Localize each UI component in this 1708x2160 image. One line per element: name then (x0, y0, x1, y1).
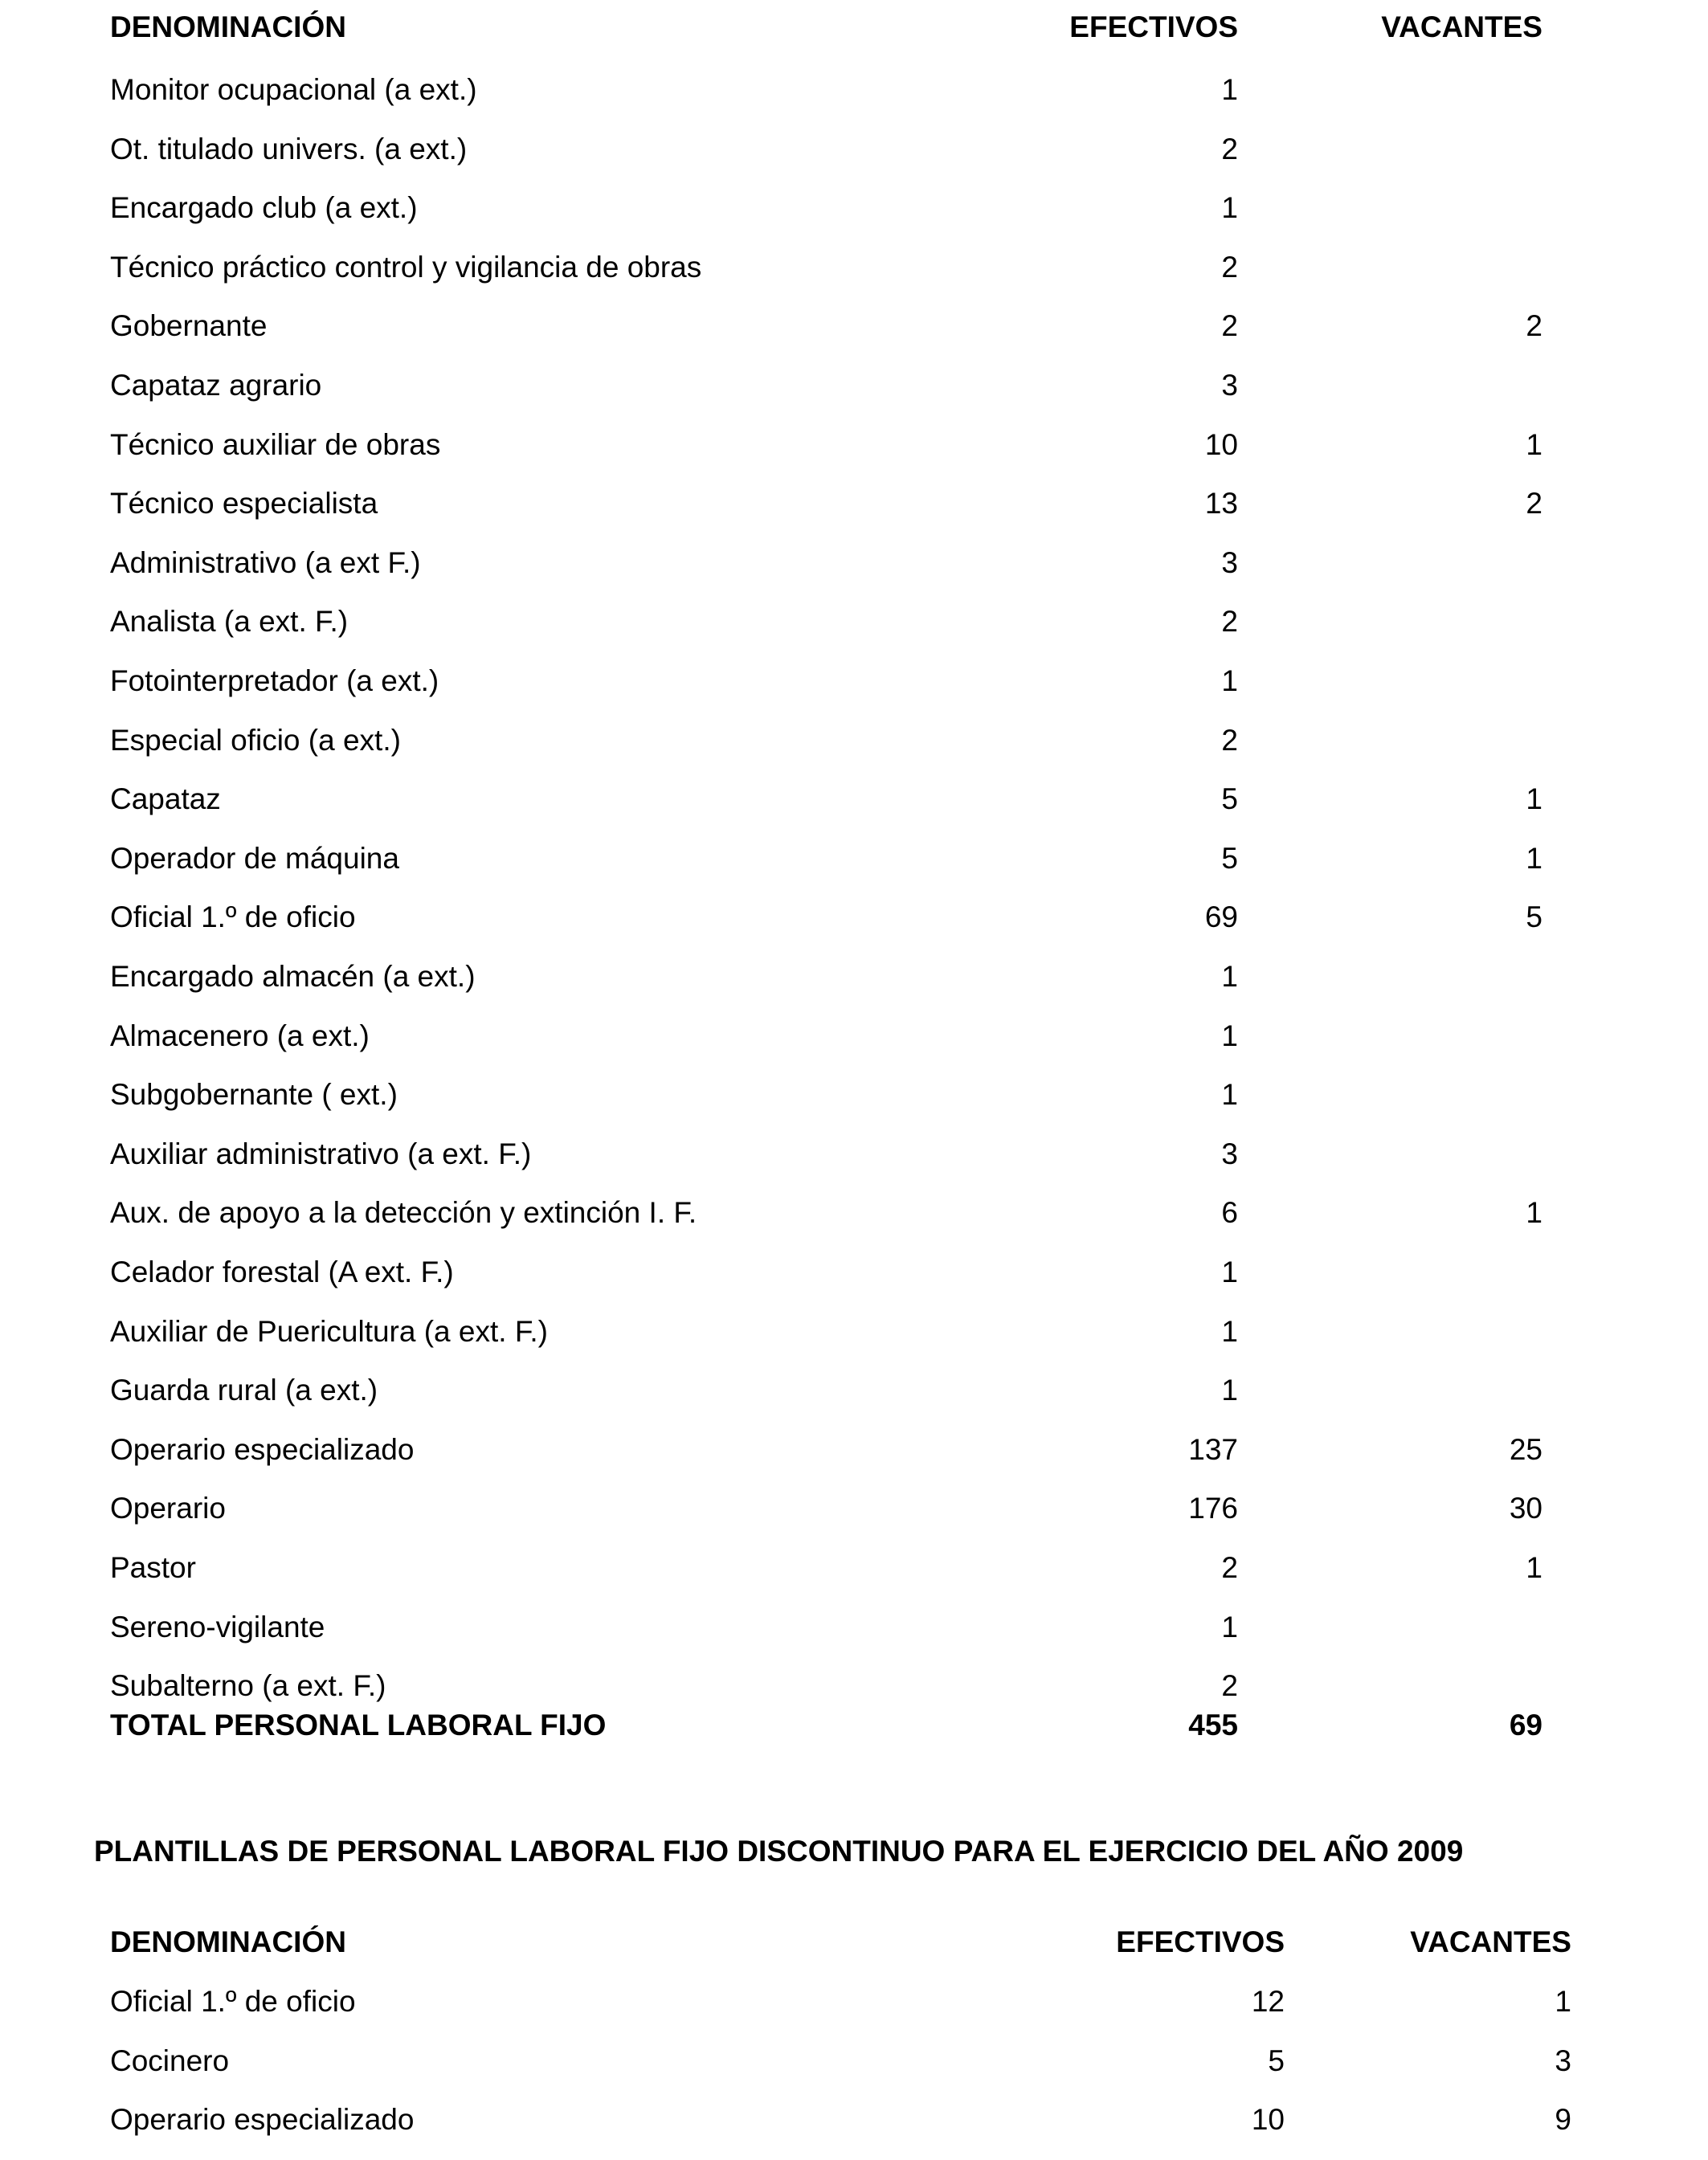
row-denominacion: Cocinero (110, 2044, 230, 2077)
row-denominacion: Auxiliar de Puericultura (a ext. F.) (110, 1314, 548, 1348)
row-denominacion: Capataz agrario (110, 369, 322, 402)
row-vacantes: 1 (1526, 782, 1543, 816)
total-label: TOTAL PERSONAL LABORAL FIJO (110, 1709, 607, 1741)
table-header (0, 3, 1708, 51)
table-row (0, 775, 1708, 823)
row-denominacion: Oficial 1.º de oficio (110, 1985, 356, 2018)
section-title: PLANTILLAS DE PERSONAL LABORAL FIJO DISCONTINUO PARA EL EJERCICIO DEL AÑO 2009 (94, 1835, 1464, 1868)
header-vacantes: VACANTES (1381, 10, 1543, 43)
table-row (0, 893, 1708, 941)
total-vacantes: 69 (1509, 1709, 1543, 1741)
row-efectivos: 10 (1251, 2103, 1285, 2136)
table-row (0, 598, 1708, 646)
row-efectivos: 2 (1221, 309, 1238, 343)
row-denominacion: Ot. titulado univers. (a ext.) (110, 132, 468, 165)
row-efectivos: 5 (1268, 2044, 1285, 2077)
table-total-row (0, 1701, 1708, 1750)
row-efectivos: 10 (1204, 427, 1238, 461)
table-row (0, 125, 1708, 174)
row-efectivos: 1 (1221, 1610, 1238, 1643)
row-efectivos: 13 (1204, 487, 1238, 521)
row-vacantes: 2 (1526, 487, 1543, 521)
table-row (0, 1426, 1708, 1474)
row-efectivos: 69 (1204, 900, 1238, 934)
row-efectivos: 3 (1221, 369, 1238, 402)
row-denominacion: Capataz (110, 782, 221, 816)
row-efectivos: 1 (1221, 1374, 1238, 1407)
row-efectivos: 137 (1188, 1432, 1238, 1466)
header-vacantes: VACANTES (1410, 1925, 1571, 1958)
row-vacantes: 1 (1526, 1196, 1543, 1230)
table-row (0, 717, 1708, 765)
total-efectivos: 455 (1188, 1709, 1238, 1741)
row-denominacion: Especial oficio (a ext.) (110, 723, 401, 757)
row-vacantes: 9 (1555, 2103, 1571, 2136)
table-row (0, 302, 1708, 350)
header-efectivos: EFECTIVOS (1116, 1925, 1285, 1958)
table-row (0, 1603, 1708, 1652)
row-efectivos: 1 (1221, 1019, 1238, 1052)
row-efectivos: 2 (1221, 723, 1238, 757)
row-efectivos: 176 (1188, 1492, 1238, 1525)
table-header (0, 1918, 1708, 1966)
row-denominacion: Monitor ocupacional (a ext.) (110, 73, 477, 106)
row-denominacion: Sereno-vigilante (110, 1610, 325, 1643)
row-denominacion: Administrativo (a ext F.) (110, 545, 421, 579)
row-efectivos: 12 (1251, 1985, 1285, 2018)
row-efectivos: 5 (1221, 782, 1238, 816)
row-efectivos: 5 (1221, 841, 1238, 875)
row-vacantes: 3 (1555, 2044, 1571, 2077)
row-efectivos: 3 (1221, 1137, 1238, 1170)
row-denominacion: Encargado almacén (a ext.) (110, 960, 476, 993)
row-efectivos: 1 (1221, 960, 1238, 993)
table-row (0, 1484, 1708, 1533)
row-denominacion: Técnico especialista (110, 487, 378, 521)
table-row (0, 66, 1708, 114)
row-denominacion: Operario especializado (110, 2103, 415, 2136)
row-denominacion: Oficial 1.º de oficio (110, 900, 356, 934)
row-denominacion: Operador de máquina (110, 841, 399, 875)
table-row (0, 243, 1708, 292)
row-efectivos: 1 (1221, 664, 1238, 697)
row-denominacion: Operario (110, 1492, 226, 1525)
row-efectivos: 1 (1221, 1078, 1238, 1112)
table-row (0, 835, 1708, 883)
row-efectivos: 6 (1221, 1196, 1238, 1230)
row-vacantes: 1 (1555, 1985, 1571, 2018)
table-row (0, 480, 1708, 528)
row-efectivos: 1 (1221, 1314, 1238, 1348)
row-efectivos: 1 (1221, 1256, 1238, 1288)
table-row (0, 1248, 1708, 1296)
row-denominacion: Encargado club (a ext.) (110, 191, 418, 225)
table-row (0, 1308, 1708, 1356)
row-denominacion: Gobernante (110, 309, 268, 343)
table-row (0, 539, 1708, 587)
row-vacantes: 1 (1526, 841, 1543, 875)
row-vacantes: 1 (1526, 1551, 1543, 1584)
table-row (0, 1012, 1708, 1060)
table-row (0, 1978, 1708, 2026)
row-efectivos: 1 (1221, 191, 1238, 225)
row-vacantes: 25 (1509, 1432, 1543, 1466)
row-vacantes: 30 (1509, 1492, 1543, 1525)
row-denominacion: Operario especializado (110, 1432, 415, 1466)
row-denominacion: Guarda rural (a ext.) (110, 1374, 378, 1407)
table-row (0, 1130, 1708, 1178)
row-efectivos: 2 (1221, 1669, 1238, 1703)
row-denominacion: Subalterno (a ext. F.) (110, 1669, 386, 1703)
row-denominacion: Analista (a ext. F.) (110, 605, 349, 639)
table-row (0, 361, 1708, 410)
header-efectivos: EFECTIVOS (1069, 10, 1238, 43)
table-row (0, 421, 1708, 469)
row-denominacion: Almacenero (a ext.) (110, 1019, 370, 1052)
row-denominacion: Pastor (110, 1551, 196, 1584)
row-denominacion: Subgobernante ( ext.) (110, 1078, 398, 1112)
table-row (0, 184, 1708, 232)
table-row (0, 953, 1708, 1001)
row-denominacion: Técnico auxiliar de obras (110, 427, 441, 461)
row-denominacion: Aux. de apoyo a la detección y extinción I. F. (110, 1196, 697, 1230)
row-denominacion: Fotointerpretador (a ext.) (110, 664, 439, 697)
row-efectivos: 2 (1221, 605, 1238, 639)
row-denominacion: Técnico práctico control y vigilancia de obras (110, 250, 702, 284)
row-efectivos: 1 (1221, 73, 1238, 106)
row-denominacion: Celador forestal (A ext. F.) (110, 1256, 454, 1288)
row-efectivos: 2 (1221, 250, 1238, 284)
header-denominacion: DENOMINACIÓN (110, 1925, 346, 1958)
row-vacantes: 5 (1526, 900, 1543, 934)
header-denominacion: DENOMINACIÓN (110, 10, 346, 43)
row-efectivos: 2 (1221, 1551, 1238, 1584)
table-row (0, 1189, 1708, 1237)
table-row (0, 1544, 1708, 1592)
table-row (0, 2037, 1708, 2085)
table-row (0, 1366, 1708, 1415)
table-row (0, 657, 1708, 705)
table-row (0, 1071, 1708, 1119)
row-efectivos: 2 (1221, 132, 1238, 165)
row-vacantes: 1 (1526, 427, 1543, 461)
row-denominacion: Auxiliar administrativo (a ext. F.) (110, 1137, 532, 1170)
row-vacantes: 2 (1526, 309, 1543, 343)
row-efectivos: 3 (1221, 545, 1238, 579)
table-row (0, 2096, 1708, 2144)
